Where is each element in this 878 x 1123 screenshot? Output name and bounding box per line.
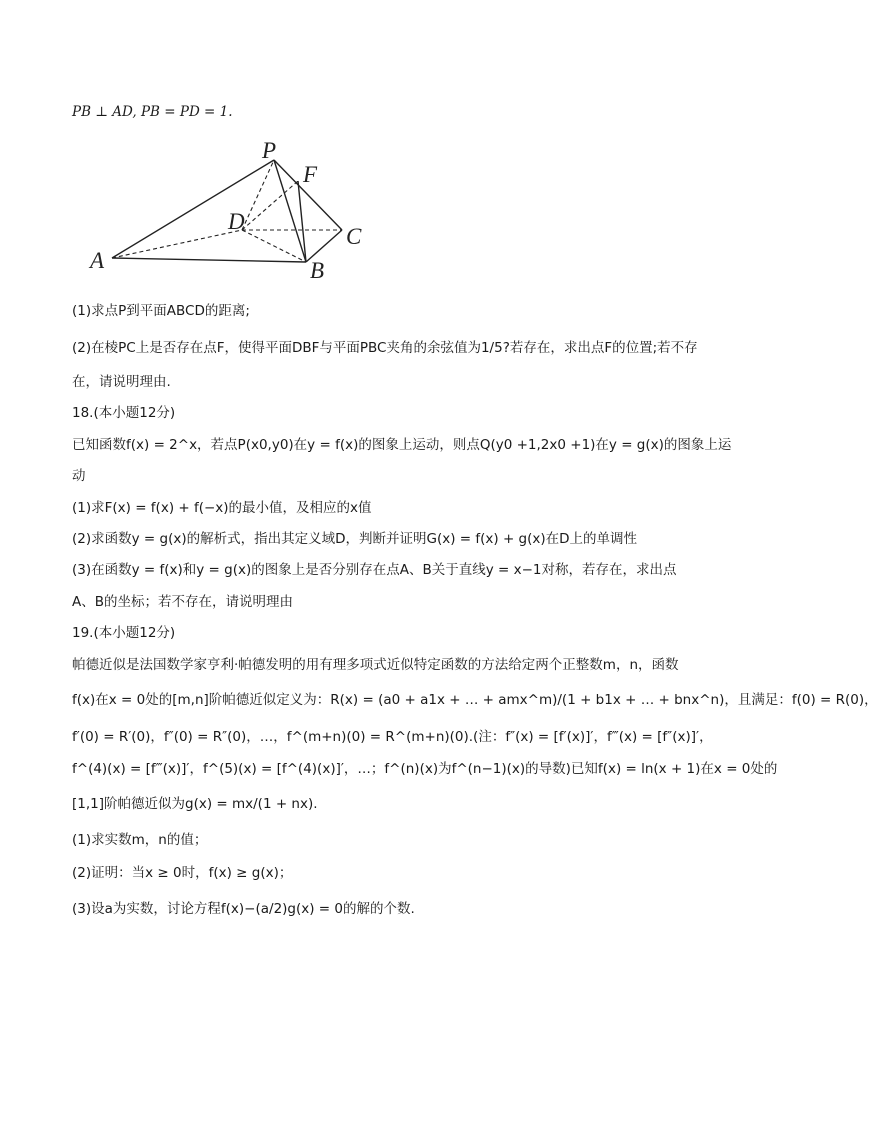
p18-header: 18.(本小题12分) [72,405,176,421]
label-D: D [228,209,245,234]
condition-line: PB ⊥ AD, PB = PD = 1. [72,104,233,120]
p18-stem: 已知函数f(x) = 2^x，若点P(x0,y0)在y = f(x)的图象上运动，则点Q(y0 +1,2x0 +1)在y = g(x)的图象上运 [72,437,732,453]
p19-cond1: f′(0) = R′(0)，f″(0) = R″(0)，…，f^(m+n)(0) = R^(m+n)(0).(注：f″(x) = [f′(x)]′，f‴(x) = [f″(x)]′， [72,729,713,745]
p19-given: [1,1]阶帕德近似为g(x) = mx/(1 + nx). [72,796,318,812]
label-C: C [346,224,362,249]
p19-intro: 帕德近似是法国数学家亨利·帕德发明的用有理多项式近似特定函数的方法给定两个正整数m，n，函数 [72,657,679,673]
p18-stem-cont: 动 [72,468,86,484]
label-P: P [262,138,277,163]
p18-q1: (1)求F(x) = f(x) + f(−x)的最小值，及相应的x值 [72,500,372,516]
p19-cond2: f^(4)(x) = [f‴(x)]′，f^(5)(x) = [f^(4)(x)]′，…；f^(n)(x)为f^(n−1)(x)的导数)已知f(x) = ln(x + 1)在x = 0处的 [72,761,778,777]
p18-q3-cont: A、B的坐标；若不存在，请说明理由 [72,594,293,610]
label-B: B [310,258,325,283]
p19-header: 19.(本小题12分) [72,625,176,641]
label-F: F [303,162,318,187]
p19-q3: (3)设a为实数，讨论方程f(x)−(a/2)g(x) = 0的解的个数. [72,901,415,917]
p19-def: f(x)在x = 0处的[m,n]阶帕德近似定义为：R(x) = (a0 + a1x + … + amx^m)/(1 + b1x + … + bnx^n)，且满足：f(0) = R(0)， [72,692,878,708]
p18-q3: (3)在函数y = f(x)和y = g(x)的图象上是否分别存在点A、B关于直线y = x−1对称，若存在，求出点 [72,562,677,578]
prev-q1: (1)求点P到平面ABCD的距离; [72,303,250,319]
prev-q2-cont: 在，请说明理由. [72,374,171,390]
p19-q1: (1)求实数m，n的值； [72,832,208,848]
pyramid-figure [84,138,384,286]
p18-q2: (2)求函数y = g(x)的解析式，指出其定义域D，判断并证明G(x) = f(x) + g(x)在D上的单调性 [72,531,638,547]
prev-q2: (2)在棱PC上是否存在点F，使得平面DBF与平面PBC夹角的余弦值为1/5?若存在，求出点F的位置;若不存 [72,340,698,356]
label-A: A [90,248,105,273]
p19-q2: (2)证明：当x ≥ 0时，f(x) ≥ g(x)； [72,865,293,881]
